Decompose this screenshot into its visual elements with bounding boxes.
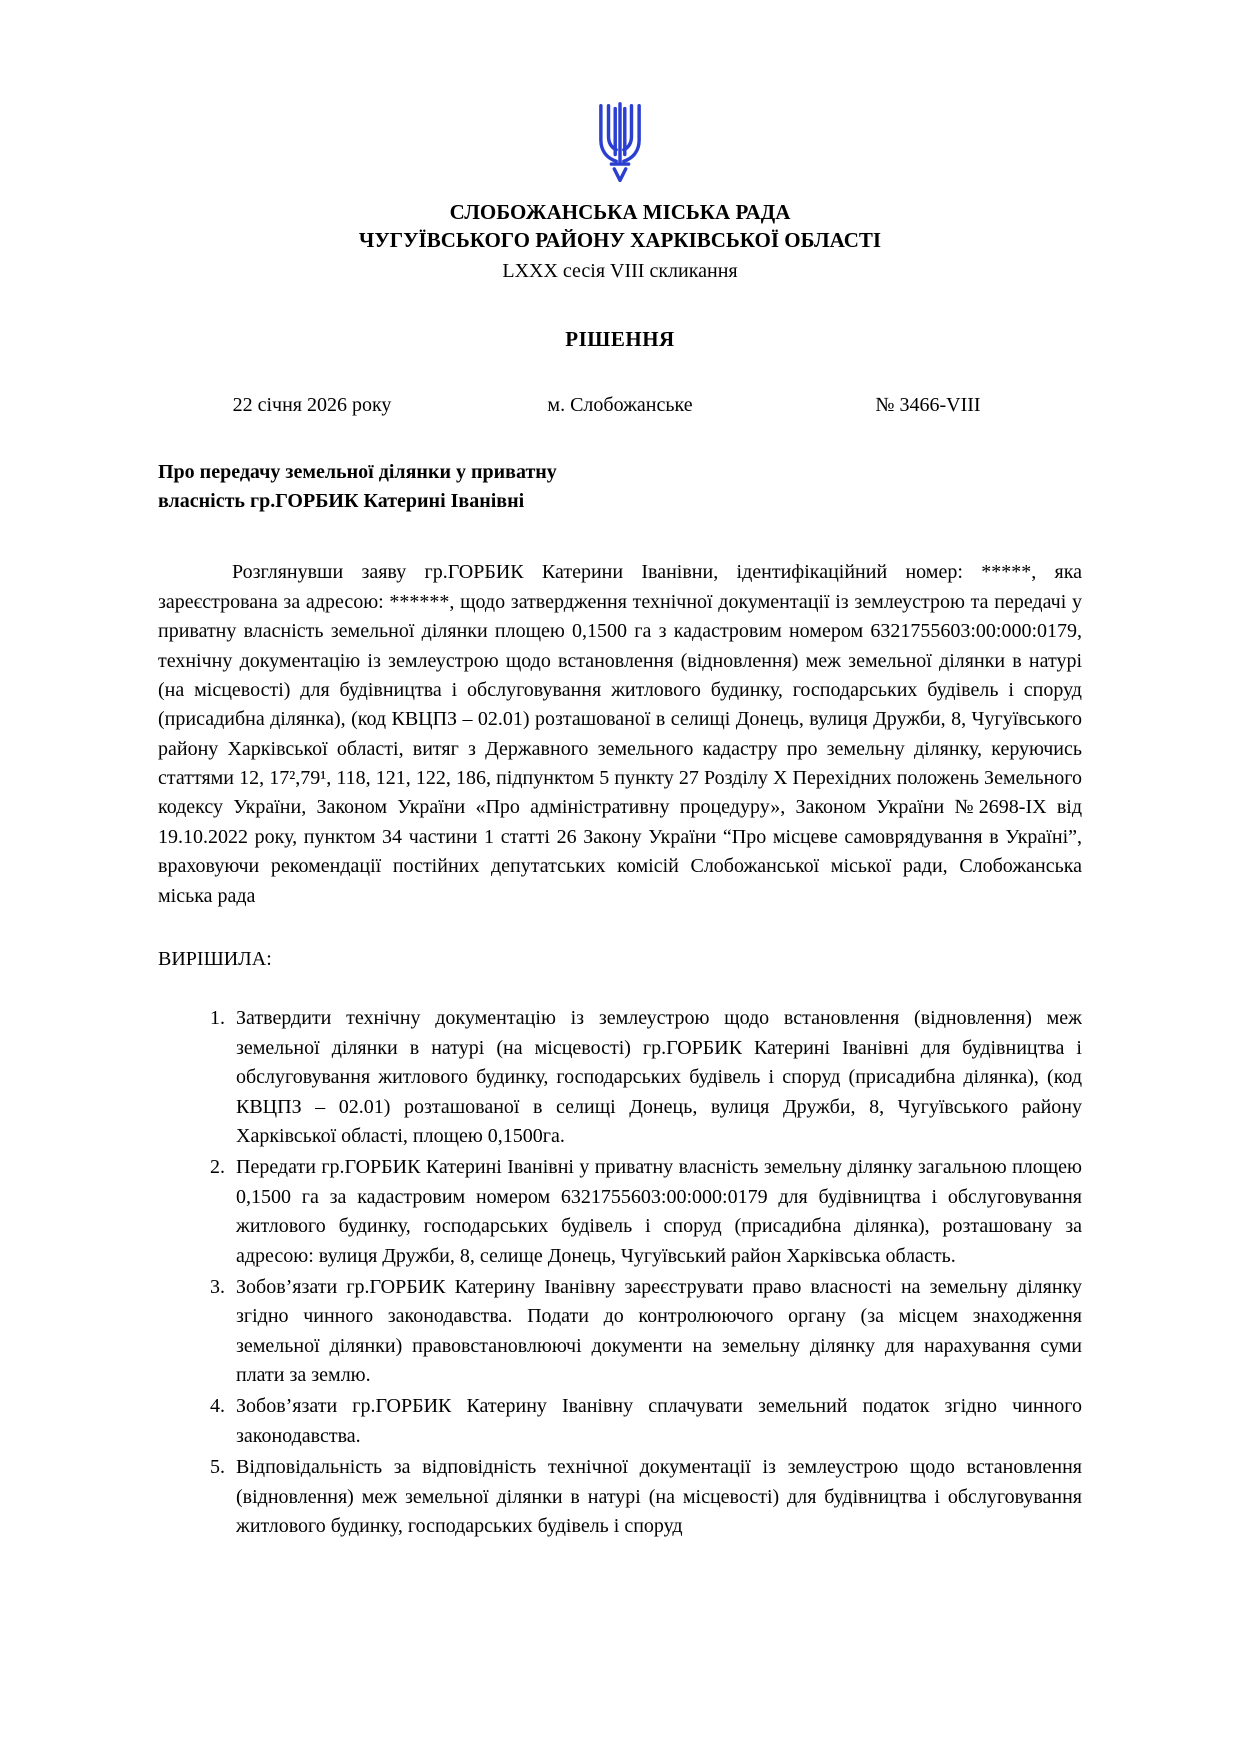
council-region: ЧУГУЇВСЬКОГО РАЙОНУ ХАРКІВСЬКОЇ ОБЛАСТІ	[358, 228, 882, 253]
subject-title	[158, 458, 1082, 516]
resolution-list	[158, 1004, 1082, 1541]
ukraine-trident-emblem	[158, 100, 1082, 188]
document-type: РІШЕННЯ	[565, 327, 675, 352]
document-number: № 3466-VIII	[875, 393, 981, 416]
preamble-paragraph: Розглянувши заяву гр.ГОРБИК Катерини Іванівни, ідентифікаційний номер: *****, яка зареєстрована за адресою: ******, щодо затвердження технічної документації із землеустрою та передачі у приватну власність земельної ділянки площею 0,1500 га з кадастровим номером 6321755603:00:000:0179, технічну документацію із землеустрою щодо встановлення (відновлення) меж земельної ділянки в натурі (на місцевості) для будівництва і обслуговування житлового будинку, господарських будівель і споруд (присадибна ділянка), (код КВЦПЗ – 02.01) розташованої в селищі Донець, вулиця Дружби, 8, Чугуївського району Харківської області, витяг з Державного земельного кадастру про земельну ділянку, керуючись статтями 12, 17²,79¹, 118, 121, 122, 186, підпунктом 5 пункту 27 Розділу X Перехідних положень Земельного кодексу України, Законом України «Про адміністративну процедуру», Законом України №2698-IX від 19.10.2022 року, пунктом 34 частини 1 статті 26 Закону України “Про місцеве самоврядування в Україні”, враховуючи рекомендації постійних депутатських комісій Слобожанської міської ради, Слобожанська міська рада	[158, 561, 1082, 907]
resolution-word: ВИРІШИЛА:	[158, 948, 272, 971]
resolution-item-1: 1. Затвердити технічну документацію із землеустрою щодо встановлення (відновлення) меж земельної ділянки в натурі (на місцевості) гр.ГОРБИК Катерині Іванівні для будівництва і обслуговування житлового будинку, господарських будівель і споруд (присадибна ділянка), (код КВЦПЗ – 02.01) розташованої в селищі Донець, вулиця Дружби, 8, Чугуївського району Харківської області, площею 0,1500га.	[230, 1004, 1082, 1151]
trident-strokes	[601, 104, 639, 181]
subject-line-2: власність гр.ГОРБИК Катерині Іванівні	[158, 490, 525, 513]
resolution-item-3: 3. Зобов’язати гр.ГОРБИК Катерину Іванівну зареєструвати право власності на земельну ділянку згідно чинного законодавства. Подати до контролюючого органу (за місцем знаходження земельної ділянки) правовстановлюючі документи на земельну ділянку для нарахування суми плати за землю.	[230, 1273, 1082, 1391]
session-line: LXXX сесія VIII скликання	[502, 259, 738, 282]
document-place: м. Слобожанське	[547, 393, 693, 416]
subject-line-1: Про передачу земельної ділянки у приватну	[158, 461, 557, 484]
resolution-item-4: 4. Зобов’язати гр.ГОРБИК Катерину Іванівну сплачувати земельний податок згідно чинного законодавства.	[230, 1392, 1082, 1451]
document-date: 22 січня 2026 року	[232, 393, 392, 416]
resolution-item-2: 2. Передати гр.ГОРБИК Катерині Іванівні у приватну власність земельну ділянку загальною площею 0,1500 га за кадастровим номером 6321755603:00:000:0179 для будівництва і обслуговування житлового будинку, господарських будівель і споруд (присадибна ділянка), розташовану за адресою: вулиця Дружби, 8, селище Донець, Чугуївський район Харківська область.	[230, 1153, 1082, 1271]
document-meta	[158, 391, 1082, 420]
resolution-item-5: 5. Відповідальність за відповідність технічної документації із землеустрою щодо встановлення (відновлення) меж земельної ділянки в натурі (на місцевості) для будівництва і обслуговування житлового будинку, господарських будівель і споруд	[230, 1453, 1082, 1541]
council-name: СЛОБОЖАНСЬКА МІСЬКА РАДА	[449, 200, 791, 224]
